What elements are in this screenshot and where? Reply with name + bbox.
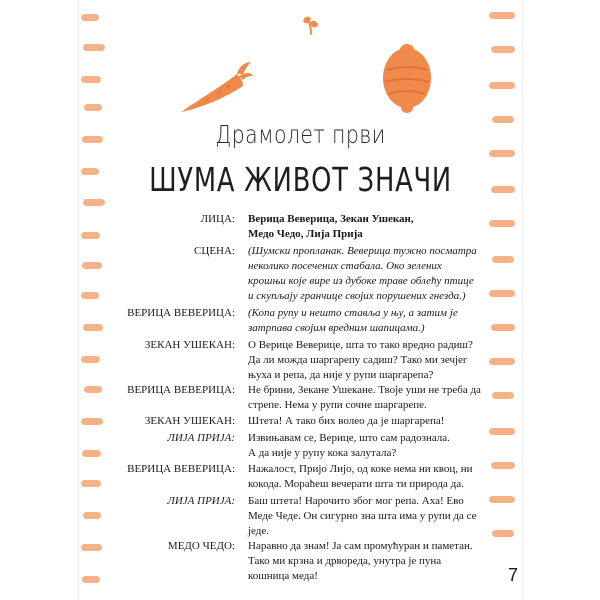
cast-line: Верица Веверица, Зекан Ушекан,: [248, 213, 414, 225]
speech: [248, 383, 508, 413]
act-heading: Драмолет први: [215, 120, 386, 149]
speech-line: Нажалост, Пријо Лијо, од коке нема ни квоц, ни: [248, 463, 473, 475]
speech: [248, 414, 508, 429]
speech: [248, 494, 508, 539]
brush-stroke: [81, 292, 99, 299]
brush-stroke: [83, 512, 101, 519]
speech-line: Да ли можда шаргарепу садиш? Тако ми зечјег: [248, 354, 468, 366]
cast-line: Медо Чедо, Лија Прија: [248, 228, 363, 240]
scene-line: и скупљају гранчице својих порушених гнезда.): [248, 290, 466, 302]
speech-line: Наравно да знам! Ја сам промућуран и паметан.: [248, 540, 473, 552]
speaker: ЗЕКАН УШЕКАН:: [144, 415, 235, 427]
cast-text: [248, 212, 508, 242]
brush-stroke: [84, 104, 102, 111]
page-number: 7: [507, 565, 518, 585]
speaker: МЕДО ЧЕДО:: [167, 540, 235, 552]
speaker: ЛИЈА ПРИЈА:: [167, 432, 235, 444]
brush-stroke: [83, 324, 103, 331]
speech-line: Штета! А тако бих волео да је шаргарепа!: [248, 415, 445, 427]
book-page: [79, 0, 522, 600]
speech-line: њуха и репа, да није у рупи шаргарепа?: [248, 369, 434, 381]
speech-line: О Верице Веверице, шта то тако вредно радиш?: [248, 339, 473, 351]
speech-line: Баш штета! Нарочито због мог репа. Аха! Ево: [248, 495, 464, 507]
scene-line: (Шумски пропланак. Веверица тужно посматра: [248, 245, 477, 257]
brush-stroke: [83, 199, 105, 206]
speaker: ЗЕКАН УШЕКАН:: [144, 339, 235, 351]
brush-stroke: [82, 262, 102, 269]
page-title: ШУМА ЖИВОТ ЗНАЧИ: [149, 160, 452, 199]
speech-line: Не брини, Зекане Ушекане. Твоје уши не треба да: [248, 384, 481, 396]
speech: [248, 431, 508, 461]
brush-stroke: [82, 450, 101, 457]
speaker: ВЕРИЦА ВЕВЕРИЦА:: [127, 463, 235, 475]
speech: [248, 462, 508, 492]
speech-line: Тако ми крзна и дрвореда, унутра је пуна: [248, 555, 442, 567]
speech: [248, 306, 508, 336]
brush-stroke: [491, 186, 515, 193]
brush-stroke: [82, 136, 103, 143]
scene-text: [248, 244, 508, 304]
scene-role: СЦЕНА:: [194, 245, 235, 257]
cast-role: ЛИЦА:: [200, 213, 235, 225]
brush-stroke: [81, 168, 99, 175]
brush-stroke: [491, 46, 515, 53]
brush-stroke: [81, 76, 101, 83]
brush-stroke: [81, 356, 100, 363]
speaker: ВЕРИЦА ВЕВЕРИЦА:: [127, 307, 235, 319]
brush-stroke: [82, 576, 100, 583]
speech-line: А да није у рупу кока залутала?: [248, 447, 397, 459]
speech-line: једе.: [248, 525, 270, 537]
speaker: ЛИЈА ПРИЈА:: [167, 495, 235, 507]
brush-stroke: [81, 232, 100, 239]
sprout-icon: [301, 14, 321, 36]
carrot-icon: [175, 58, 255, 116]
brush-stroke: [492, 116, 514, 123]
brush-stroke: [489, 12, 515, 19]
speech: [248, 539, 508, 584]
speech-line: затрпава својим вредним шапицама.): [248, 322, 425, 334]
brush-stroke: [83, 44, 105, 51]
brush-stroke: [81, 14, 99, 21]
brush-stroke: [81, 480, 101, 487]
speech-line: кошница меда!: [248, 570, 318, 582]
scene-line: неколико посечених стабала. Око зелених: [248, 260, 442, 272]
croissant-icon: [379, 40, 435, 114]
scene-line: крошњи које вире из дубоке траве облећу птице: [248, 275, 474, 287]
brush-stroke: [489, 150, 515, 157]
speech-line: Меде Чеде. Он сигурно зна шта има у рупи да се: [248, 510, 477, 522]
speech-line: кокода. Мораћеш вечерати шта ти природа да.: [248, 478, 464, 490]
speaker: ВЕРИЦА ВЕВЕРИЦА:: [127, 384, 235, 396]
speech: [248, 338, 508, 383]
speech-line: стрепе. Нема у рупи сочне шаргарепе.: [248, 399, 427, 411]
brush-stroke: [489, 82, 515, 89]
speech-line: (Копа рупу и нешто ставља у њу, а затим је: [248, 307, 458, 319]
speech-line: Извињавам се, Верице, што сам радознала.: [248, 432, 450, 444]
